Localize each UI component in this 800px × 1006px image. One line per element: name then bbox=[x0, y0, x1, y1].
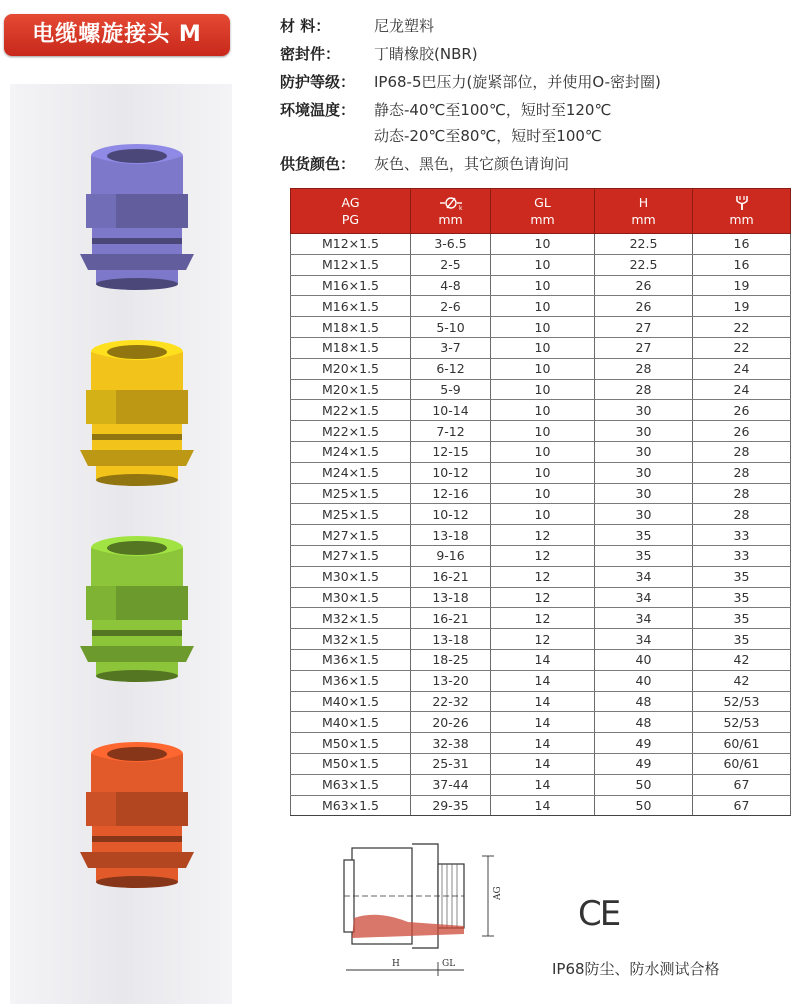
thread-cell: M40×1.5 bbox=[291, 691, 411, 712]
h-cell: 48 bbox=[595, 691, 693, 712]
gl-cell: 10 bbox=[491, 441, 595, 462]
thread-cell: M25×1.5 bbox=[291, 504, 411, 525]
yellow-cable-gland-photo-drawing bbox=[72, 338, 202, 488]
gl-cell: 12 bbox=[491, 566, 595, 587]
clamp-range-cell: 3-6.5 bbox=[411, 234, 491, 255]
spec-temperature-dynamic bbox=[280, 124, 602, 148]
green-cable-gland-photo-drawing bbox=[72, 534, 202, 684]
drawing-label-h: H bbox=[392, 959, 400, 969]
header-line1: AG bbox=[341, 195, 360, 210]
clamp-range-cell: 4-8 bbox=[411, 275, 491, 296]
gl-cell: 10 bbox=[491, 337, 595, 358]
clamp-range-cell: 13-18 bbox=[411, 587, 491, 608]
clamp-range-cell: 7-12 bbox=[411, 421, 491, 442]
thread-cell: M30×1.5 bbox=[291, 566, 411, 587]
wrench-size-cell: 42 bbox=[693, 649, 791, 670]
wrench-size-cell: 28 bbox=[693, 504, 791, 525]
wrench-size-cell: 60/61 bbox=[693, 753, 791, 774]
red-cable-gland-photo bbox=[72, 740, 202, 890]
clamp-range-cell: 16-21 bbox=[411, 566, 491, 587]
clamp-range-cell: 5-9 bbox=[411, 379, 491, 400]
h-cell: 28 bbox=[595, 379, 693, 400]
thread-cell: M36×1.5 bbox=[291, 649, 411, 670]
wrench-size-cell: 26 bbox=[693, 400, 791, 421]
h-cell: 30 bbox=[595, 441, 693, 462]
h-cell: 22.5 bbox=[595, 254, 693, 275]
clamp-range-cell: 22-32 bbox=[411, 691, 491, 712]
wrench-size-cell: 28 bbox=[693, 483, 791, 504]
spec-label: 供货颜色： bbox=[280, 155, 356, 173]
h-cell: 34 bbox=[595, 566, 693, 587]
spec-value: IP68-5巴压力(旋紧部位，并使用O-密封圈) bbox=[374, 73, 661, 91]
gl-cell: 10 bbox=[491, 358, 595, 379]
green-cable-gland-photo bbox=[72, 534, 202, 684]
h-cell: 49 bbox=[595, 753, 693, 774]
spec-value: 丁睛橡胶(NBR) bbox=[374, 45, 478, 63]
clamp-range-cell: 29-35 bbox=[411, 795, 491, 816]
wrench-size-icon bbox=[734, 195, 750, 211]
header-gl bbox=[491, 189, 595, 234]
purple-cable-gland-photo bbox=[72, 142, 202, 292]
wrench-size-cell: 19 bbox=[693, 275, 791, 296]
gl-cell: 10 bbox=[491, 400, 595, 421]
wrench-size-cell: 42 bbox=[693, 670, 791, 691]
wrench-size-cell: 16 bbox=[693, 254, 791, 275]
table-row bbox=[291, 400, 791, 421]
h-cell: 34 bbox=[595, 608, 693, 629]
thread-cell: M16×1.5 bbox=[291, 275, 411, 296]
h-cell: 48 bbox=[595, 712, 693, 733]
thread-cell: M32×1.5 bbox=[291, 629, 411, 650]
wrench-size-cell: 35 bbox=[693, 629, 791, 650]
gl-cell: 12 bbox=[491, 545, 595, 566]
table-row bbox=[291, 317, 791, 338]
clamp-range-cell: 2-6 bbox=[411, 296, 491, 317]
wrench-size-cell: 16 bbox=[693, 234, 791, 255]
header-wrench-size bbox=[693, 189, 791, 234]
gl-cell: 14 bbox=[491, 774, 595, 795]
yellow-cable-gland-photo bbox=[72, 338, 202, 488]
table-row bbox=[291, 712, 791, 733]
h-cell: 27 bbox=[595, 337, 693, 358]
table-row bbox=[291, 545, 791, 566]
h-cell: 30 bbox=[595, 483, 693, 504]
h-cell: 26 bbox=[595, 275, 693, 296]
clamp-range-cell: 10-12 bbox=[411, 462, 491, 483]
spec-material bbox=[280, 14, 434, 38]
table-row bbox=[291, 649, 791, 670]
wrench-size-cell: 35 bbox=[693, 566, 791, 587]
svg-text:k: k bbox=[458, 205, 462, 212]
gl-cell: 10 bbox=[491, 483, 595, 504]
clamp-range-cell: 16-21 bbox=[411, 608, 491, 629]
gl-cell: 12 bbox=[491, 629, 595, 650]
table-row bbox=[291, 462, 791, 483]
gl-cell: 14 bbox=[491, 733, 595, 754]
thread-cell: M22×1.5 bbox=[291, 400, 411, 421]
thread-cell: M63×1.5 bbox=[291, 774, 411, 795]
h-cell: 40 bbox=[595, 670, 693, 691]
clamp-range-cell: 12-15 bbox=[411, 441, 491, 462]
red-cable-gland-photo-drawing bbox=[72, 740, 202, 890]
clamp-range-cell: 9-16 bbox=[411, 545, 491, 566]
drawing-label-ag: AG bbox=[493, 886, 503, 900]
wrench-size-cell: 35 bbox=[693, 608, 791, 629]
thread-cell: M24×1.5 bbox=[291, 462, 411, 483]
thread-cell: M63×1.5 bbox=[291, 795, 411, 816]
clamp-range-cell: 10-14 bbox=[411, 400, 491, 421]
table-row bbox=[291, 753, 791, 774]
table-row bbox=[291, 421, 791, 442]
table-row bbox=[291, 525, 791, 546]
technical-drawing bbox=[338, 826, 538, 996]
thread-cell: M12×1.5 bbox=[291, 254, 411, 275]
header-line2: mm bbox=[530, 212, 555, 227]
wrench-size-cell: 52/53 bbox=[693, 712, 791, 733]
gl-cell: 10 bbox=[491, 462, 595, 483]
h-cell: 50 bbox=[595, 774, 693, 795]
header-thread bbox=[291, 189, 411, 234]
thread-cell: M24×1.5 bbox=[291, 441, 411, 462]
ce-mark: CE bbox=[578, 894, 620, 934]
header-clamp-range bbox=[411, 189, 491, 234]
h-cell: 30 bbox=[595, 504, 693, 525]
clamp-range-cell: 12-16 bbox=[411, 483, 491, 504]
wrench-size-cell: 67 bbox=[693, 774, 791, 795]
page-title: 电缆螺旋接头 M bbox=[4, 14, 230, 56]
table-row bbox=[291, 774, 791, 795]
clamp-range-cell: 3-7 bbox=[411, 337, 491, 358]
table-row bbox=[291, 670, 791, 691]
thread-cell: M30×1.5 bbox=[291, 587, 411, 608]
spec-value: 静态-40℃至100℃，短时至120℃ bbox=[374, 101, 612, 119]
gl-cell: 10 bbox=[491, 275, 595, 296]
table-row bbox=[291, 483, 791, 504]
clamp-range-cell: 13-20 bbox=[411, 670, 491, 691]
table-row bbox=[291, 795, 791, 816]
thread-cell: M36×1.5 bbox=[291, 670, 411, 691]
gl-cell: 10 bbox=[491, 254, 595, 275]
gl-cell: 14 bbox=[491, 712, 595, 733]
gl-cell: 14 bbox=[491, 753, 595, 774]
thread-cell: M25×1.5 bbox=[291, 483, 411, 504]
header-line1: H bbox=[638, 195, 649, 210]
spec-value: 尼龙塑料 bbox=[374, 17, 435, 35]
thread-cell: M20×1.5 bbox=[291, 379, 411, 400]
gl-cell: 14 bbox=[491, 649, 595, 670]
spec-protection bbox=[280, 70, 661, 94]
spec-seal bbox=[280, 42, 478, 66]
clamp-range-cell: 32-38 bbox=[411, 733, 491, 754]
h-cell: 28 bbox=[595, 358, 693, 379]
table-row bbox=[291, 504, 791, 525]
table-row bbox=[291, 275, 791, 296]
gl-cell: 14 bbox=[491, 691, 595, 712]
clamp-range-cell: 20-26 bbox=[411, 712, 491, 733]
table-row bbox=[291, 234, 791, 255]
table-row bbox=[291, 733, 791, 754]
clamp-range-cell: 5-10 bbox=[411, 317, 491, 338]
h-cell: 30 bbox=[595, 462, 693, 483]
header-line2: PG bbox=[341, 212, 360, 227]
header-line1: GL bbox=[534, 195, 551, 210]
table-row bbox=[291, 587, 791, 608]
thread-cell: M12×1.5 bbox=[291, 234, 411, 255]
spec-temperature bbox=[280, 98, 611, 122]
clamp-range-cell: 25-31 bbox=[411, 753, 491, 774]
wrench-size-cell: 22 bbox=[693, 317, 791, 338]
wrench-size-cell: 28 bbox=[693, 441, 791, 462]
thread-cell: M27×1.5 bbox=[291, 545, 411, 566]
h-cell: 26 bbox=[595, 296, 693, 317]
gl-cell: 10 bbox=[491, 379, 595, 400]
drawing-label-gl: GL bbox=[442, 959, 456, 969]
spec-value: 灰色、黑色，其它颜色请询问 bbox=[374, 155, 570, 173]
table-row bbox=[291, 296, 791, 317]
h-cell: 34 bbox=[595, 587, 693, 608]
h-cell: 34 bbox=[595, 629, 693, 650]
thread-cell: M18×1.5 bbox=[291, 337, 411, 358]
thread-cell: M22×1.5 bbox=[291, 421, 411, 442]
thread-cell: M40×1.5 bbox=[291, 712, 411, 733]
clamp-range-cell: 37-44 bbox=[411, 774, 491, 795]
thread-cell: M27×1.5 bbox=[291, 525, 411, 546]
table-row bbox=[291, 441, 791, 462]
table-row bbox=[291, 337, 791, 358]
clamp-range-cell: 10-12 bbox=[411, 504, 491, 525]
gl-cell: 14 bbox=[491, 795, 595, 816]
gl-cell: 10 bbox=[491, 504, 595, 525]
gl-cell: 10 bbox=[491, 234, 595, 255]
table-row bbox=[291, 254, 791, 275]
gl-cell: 10 bbox=[491, 296, 595, 317]
spec-label: 密封件： bbox=[280, 45, 341, 63]
table-header-row bbox=[291, 189, 791, 234]
table-row bbox=[291, 379, 791, 400]
table-row bbox=[291, 608, 791, 629]
h-cell: 50 bbox=[595, 795, 693, 816]
dimension-table bbox=[290, 188, 791, 816]
wrench-size-cell: 35 bbox=[693, 587, 791, 608]
wrench-size-cell: 67 bbox=[693, 795, 791, 816]
wrench-size-cell: 26 bbox=[693, 421, 791, 442]
gl-cell: 12 bbox=[491, 525, 595, 546]
header-h bbox=[595, 189, 693, 234]
h-cell: 27 bbox=[595, 317, 693, 338]
clamp-range-cell: 18-25 bbox=[411, 649, 491, 670]
wrench-size-cell: 24 bbox=[693, 379, 791, 400]
spec-label: 环境温度： bbox=[280, 101, 356, 119]
spec-label: 材 料： bbox=[280, 17, 331, 35]
ip68-note: IP68防尘、防水测试合格 bbox=[552, 960, 720, 978]
header-line2: mm bbox=[438, 212, 463, 228]
clamp-range-cell: 2-5 bbox=[411, 254, 491, 275]
header-line2: mm bbox=[729, 212, 754, 228]
gl-cell: 12 bbox=[491, 608, 595, 629]
clamp-range-cell: 13-18 bbox=[411, 525, 491, 546]
wrench-size-cell: 19 bbox=[693, 296, 791, 317]
gl-cell: 12 bbox=[491, 587, 595, 608]
header-line2: mm bbox=[631, 212, 656, 227]
wrench-size-cell: 60/61 bbox=[693, 733, 791, 754]
gl-cell: 10 bbox=[491, 317, 595, 338]
thread-cell: M16×1.5 bbox=[291, 296, 411, 317]
purple-cable-gland-photo-drawing bbox=[72, 142, 202, 292]
spec-value: 动态-20℃至80℃，短时至100℃ bbox=[374, 127, 602, 145]
thread-cell: M50×1.5 bbox=[291, 733, 411, 754]
table-row bbox=[291, 691, 791, 712]
table-body bbox=[291, 234, 791, 816]
clamp-range-cell: 6-12 bbox=[411, 358, 491, 379]
clamp-diameter-icon bbox=[439, 195, 463, 211]
h-cell: 30 bbox=[595, 400, 693, 421]
spec-label: 防护等级： bbox=[280, 73, 356, 91]
thread-cell: M18×1.5 bbox=[291, 317, 411, 338]
wrench-size-cell: 22 bbox=[693, 337, 791, 358]
h-cell: 30 bbox=[595, 421, 693, 442]
thread-cell: M32×1.5 bbox=[291, 608, 411, 629]
h-cell: 22.5 bbox=[595, 234, 693, 255]
gl-cell: 10 bbox=[491, 421, 595, 442]
thread-cell: M50×1.5 bbox=[291, 753, 411, 774]
h-cell: 35 bbox=[595, 525, 693, 546]
spec-colors bbox=[280, 152, 569, 176]
wrench-size-cell: 33 bbox=[693, 545, 791, 566]
h-cell: 35 bbox=[595, 545, 693, 566]
table-row bbox=[291, 566, 791, 587]
table-row bbox=[291, 629, 791, 650]
gl-cell: 14 bbox=[491, 670, 595, 691]
wrench-size-cell: 28 bbox=[693, 462, 791, 483]
wrench-size-cell: 52/53 bbox=[693, 691, 791, 712]
product-photo-panel bbox=[10, 84, 232, 1004]
table-row bbox=[291, 358, 791, 379]
h-cell: 40 bbox=[595, 649, 693, 670]
thread-cell: M20×1.5 bbox=[291, 358, 411, 379]
h-cell: 49 bbox=[595, 733, 693, 754]
wrench-size-cell: 33 bbox=[693, 525, 791, 546]
wrench-size-cell: 24 bbox=[693, 358, 791, 379]
clamp-range-cell: 13-18 bbox=[411, 629, 491, 650]
